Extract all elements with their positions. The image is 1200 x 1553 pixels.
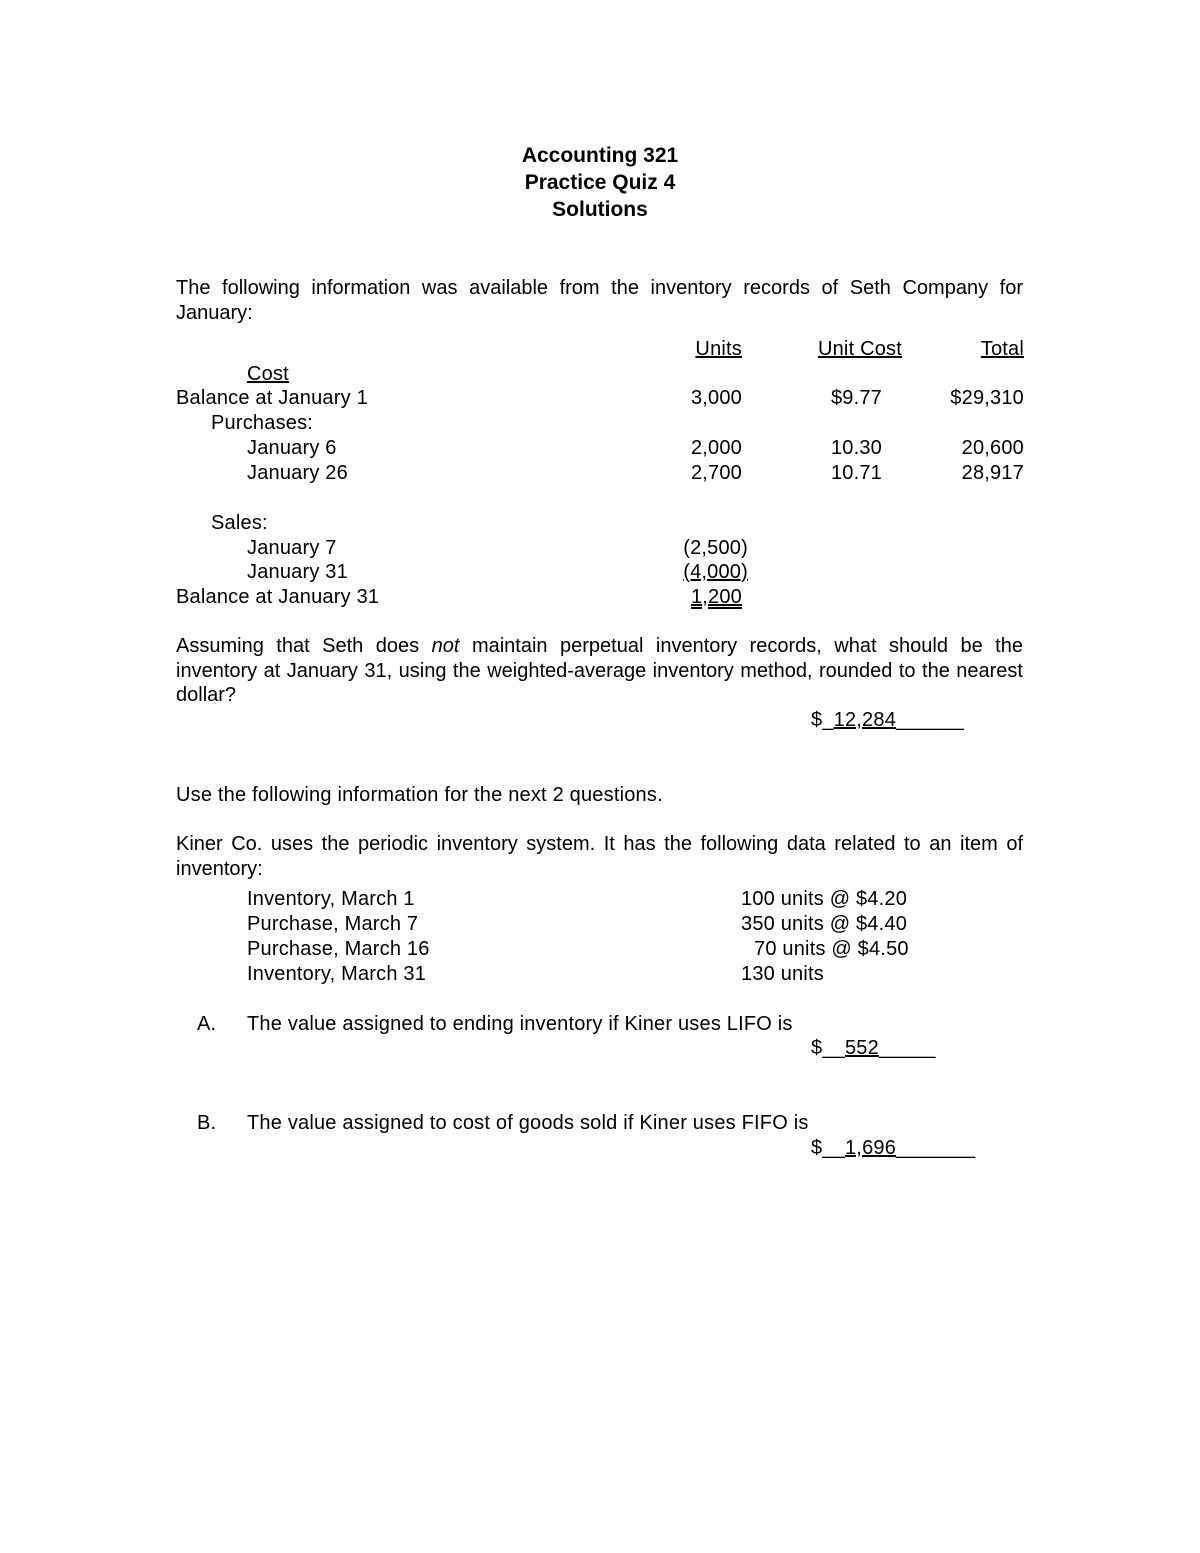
quiz-title: Practice Quiz 4 [524, 171, 676, 194]
units-jan7: (2,500) [683, 537, 748, 559]
q1-question-pre: Assuming that Seth does [176, 635, 432, 657]
units-jan31: (4,000) [683, 561, 748, 583]
q2-intro: Kiner Co. uses the periodic inventory system. It has the following data related to an item of inventory: [176, 833, 1023, 880]
solutions-subtitle: Solutions [552, 198, 648, 221]
part-b-question: The value assigned to cost of goods sold if Kiner uses FIFO is [247, 1112, 809, 1134]
col-total-header: Total [980, 338, 1024, 360]
col-unit-cost-header: Unit Cost [817, 338, 902, 360]
part-a-answer-line [811, 1036, 936, 1060]
part-b-answer-line [811, 1136, 975, 1160]
inventory-item-value: 350 units @ $4.40 [741, 913, 908, 935]
units-jan26: 2,700 [690, 462, 742, 484]
row-label-balance-jan31: Balance at January 31 [176, 586, 380, 608]
q1-question-emphasis: not [431, 635, 460, 657]
q1-answer-value: 12,284 [833, 709, 897, 731]
row-label-jan31: January 31 [247, 561, 348, 583]
inventory-item-value: 100 units @ $4.20 [741, 888, 908, 910]
units-jan6: 2,000 [690, 437, 742, 459]
row-label-jan6: January 6 [247, 437, 337, 459]
part-b-currency: $ [811, 1137, 823, 1159]
unit-cost-balance-jan1: $9.77 [830, 387, 882, 409]
col-cost-header: Cost [247, 363, 289, 385]
unit-cost-jan26: 10.71 [830, 462, 882, 484]
q1-answer-lead: _ [822, 709, 834, 731]
part-a-trail: _____ [878, 1037, 936, 1059]
units-balance-jan31-value: 1,200 [690, 586, 742, 608]
purchases-label: Purchases: [211, 412, 314, 434]
q1-answer-line [811, 708, 964, 732]
total-jan6: 20,600 [961, 437, 1024, 459]
total-balance-jan1: $29,310 [950, 387, 1024, 409]
units-balance-jan31 [642, 585, 742, 609]
part-a-currency: $ [811, 1037, 823, 1059]
course-title: Accounting 321 [521, 144, 679, 167]
inventory-item-label: Inventory, March 31 [247, 963, 427, 985]
q1-question-post: maintain perpetual inventory records, what should be the inventory at January 31, using the weighted-average inventory method, rounded to the nearest dollar? [176, 635, 1023, 706]
part-a-answer-value: 552 [844, 1037, 879, 1059]
row-label-jan7: January 7 [247, 537, 337, 559]
inventory-item-value: 130 units [741, 963, 824, 985]
part-a-question: The value assigned to ending inventory if Kiner uses LIFO is [247, 1013, 793, 1035]
col-units-header: Units [695, 338, 742, 360]
q1-answer-currency: $ [811, 709, 823, 731]
part-b-lead: __ [822, 1137, 845, 1159]
part-b-letter: B. [197, 1112, 217, 1134]
part-b-answer-value: 1,696 [844, 1137, 897, 1159]
inventory-item-value: 70 units @ $4.50 [754, 938, 909, 960]
part-b-trail: _______ [896, 1137, 976, 1159]
q1-answer-trail: ______ [896, 709, 964, 731]
row-label-balance-jan1: Balance at January 1 [176, 387, 368, 409]
inventory-item-label: Purchase, March 7 [247, 913, 419, 935]
q1-question [176, 634, 1023, 708]
row-label-jan26: January 26 [247, 462, 348, 484]
q2-lead: Use the following information for the next 2 questions. [176, 784, 663, 806]
unit-cost-jan6: 10.30 [830, 437, 882, 459]
sales-label: Sales: [211, 512, 268, 534]
units-balance-jan1: 3,000 [690, 387, 742, 409]
part-a-lead: __ [822, 1037, 845, 1059]
part-a-letter: A. [197, 1013, 217, 1035]
q1-intro: The following information was available from the inventory records of Seth Company for January: [176, 277, 1023, 324]
inventory-item-label: Purchase, March 16 [247, 938, 430, 960]
total-jan26: 28,917 [961, 462, 1024, 484]
inventory-item-label: Inventory, March 1 [247, 888, 415, 910]
